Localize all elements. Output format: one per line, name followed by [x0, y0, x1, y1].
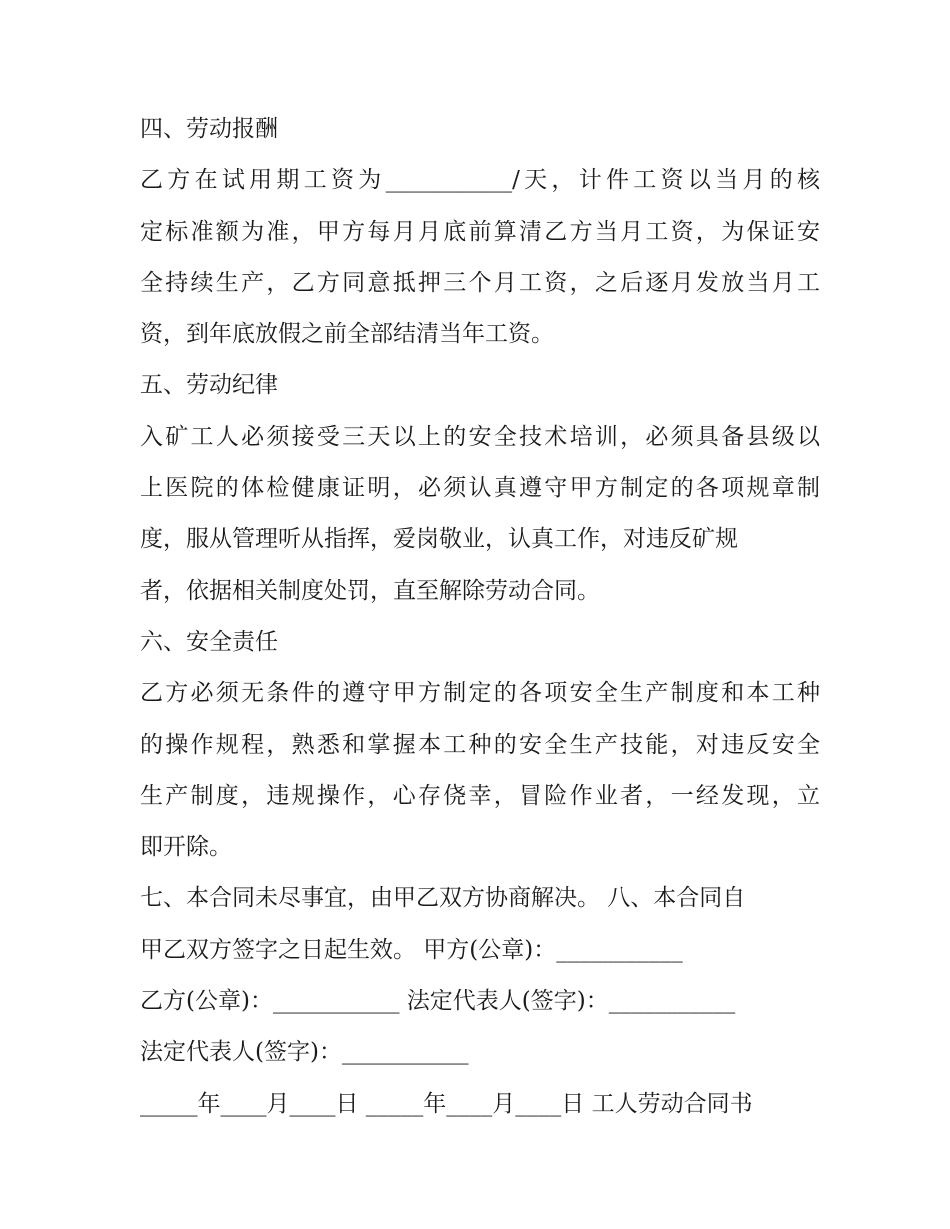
contract-text [140, 104, 820, 1130]
paragraph-line: 资，到年底放假之前全部结清当年工资。 [140, 321, 554, 348]
paragraph-line: 乙方在试用期工资为___________/天，计件工资以当月的核 [140, 167, 820, 194]
paragraph-line: 全持续生产，乙方同意抵押三个月工资，之后逐月发放当月工 [140, 269, 820, 296]
paragraph-line: 度，服从管理听从指挥，爱岗敬业，认真工作，对违反矿规 [140, 526, 738, 553]
paragraph-line: 乙方必须无条件的遵守甲方制定的各项安全生产制度和本工种 [140, 680, 820, 707]
signature-line-representative: 法定代表人(签字)：___________ [140, 1039, 469, 1066]
section-heading-discipline: 五、劳动纪律 [140, 372, 278, 399]
paragraph-line: 七、本合同未尽事宜，由甲乙双方协商解决。 八、本合同自 [140, 885, 746, 912]
paragraph-line: 的操作规程，熟悉和掌握本工种的安全生产技能，对违反安全 [140, 731, 820, 758]
paragraph-line: 上医院的体检健康证明，必须认真遵守甲方制定的各项规章制 [140, 475, 820, 502]
paragraph-line: 定标准额为准，甲方每月月底前算清乙方当月工资，为保证安 [140, 218, 820, 245]
paragraph-line: 者，依据相关制度处罚，直至解除劳动合同。 [140, 577, 600, 604]
signature-line-party-a: 甲乙双方签字之日起生效。 甲方(公章)：___________ [140, 936, 683, 963]
section-heading-safety: 六、安全责任 [140, 628, 278, 655]
section-heading-remuneration: 四、劳动报酬 [140, 116, 278, 142]
paragraph-line: 即开除。 [140, 834, 232, 861]
paragraph-line: 生产制度，违规操作，心存侥幸，冒险作业者，一经发现，立 [140, 782, 820, 809]
date-line: _____年____月____日 _____年____月____日 工人劳动合同书 [140, 1090, 753, 1117]
paragraph-line: 入矿工人必须接受三天以上的安全技术培训，必须具备县级以 [140, 423, 820, 450]
signature-line-party-b: 乙方(公章)：___________ 法定代表人(签字)：___________ [140, 988, 736, 1015]
